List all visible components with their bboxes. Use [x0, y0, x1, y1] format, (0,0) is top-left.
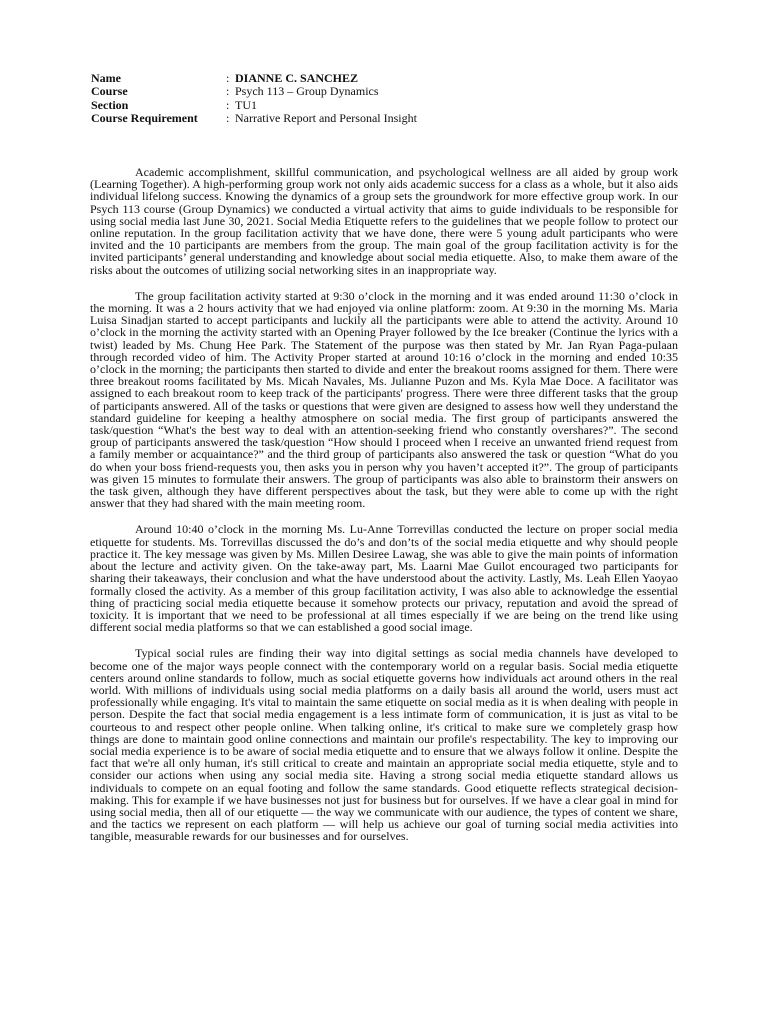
header-label: Section [91, 97, 129, 112]
header-row-name [91, 72, 691, 85]
paragraph-social-media-etiquette: Typical social rules are finding their way into digital settings as social media channels have developed to become one of the major ways people connect with the contemporary world on a regular basis. Social media etiquette centers around online standards to follow, much as social etiquette governs how individuals act around others in the real world. With millions of individuals using social media platforms on a daily basis all around the world, users must act professionally while engaging. It's vital to maintain the same etiquette on social media as it is when dealing with people in person. Despite the fact that social media engagement is a less intimate form of communication, it is just as vital to be courteous to and respect other people online. When talking online, it's critical to make sure we completely grasp how things are done to maintain good online connections and maintain our profile's respectability. The key to improving our social media experience is to be aware of social media etiquette and to ensure that we always follow it online. Despite the fact that we're all only human, it's still critical to create and maintain an appropriate social media etiquette, style and to consider our actions when using any social media site. Having a strong social media etiquette standard allows us individuals to compete on an equal footing and follow the same standards. Good etiquette reflects strategical decision-making. This for example if we have businesses not just for business but for ourselves. If we have a clear goal in mind for using social media, then all of our etiquette — the way we communicate with our audience, the types of content we share, and the tactics we represent on each platform — will help us achieve our goal of turning social media activities into tangible, measurable rewards for our businesses and for ourselves. [90, 646, 678, 844]
paragraph-activity-narrative: The group facilitation activity started at 9:30 o’clock in the morning and it was ended around 11:30 o’clock in the morning. It was a 2 hours activity that we had enjoyed via online platform: zoom. At 9:30 in the morning Ms. Maria Luisa Sinadjan started to accept participants and luckily all the participants were able to attend the activity. Around 10 o’clock in the morning the activity started with an Opening Prayer followed by the Ice breaker (Continue the lyrics with a twist) leaded by Ms. Chung Hee Park. The Statement of the purpose was then stated by Mr. Jan Ryan Paga-pulaan through recorded video of him. The Activity Proper started at around 10:16 o’clock in the morning and ended 10:35 o’clock in the morning; the participants then started to divide and enter the breakout rooms assigned for them. There were three breakout rooms facilitated by Ms. Micah Navales, Ms. Julianne Puzon and Ms. Kyla Mae Doce. A facilitator was assigned to each breakout room to keep track of the participants' progress. There were three different tasks that the group of participants answered. All of the tasks or questions that were given are designed to assess how well they understand the standard guideline for keeping a healthy atmosphere on social media. The first group of participants answered the task/question “What's the best way to deal with an attention-seeking friend who constantly overshares?”. The second group of participants answered the task/question “How should I proceed when I receive an unwanted friend request from a family member or acquaintance?” and the third group of participants also answered the task or question “What do you do when your boss friend-requests you, then asks you in person why you haven’t accepted it?”. The group of participants was given 15 minutes to formulate their answers. The group of participants was also able to brainstorm their answers on the task given, although they have different perspectives about the task, but they were able to come up with the right answer that they had shared with the main meeting room. [90, 288, 678, 511]
requirement-value: Narrative Report and Personal Insight [235, 110, 417, 125]
student-info-header [91, 72, 691, 125]
header-row-requirement [91, 112, 691, 125]
course-value: Psych 113 – Group Dynamics [235, 84, 379, 99]
header-row-course [91, 85, 691, 98]
student-name: DIANNE C. SANCHEZ [235, 71, 359, 85]
header-label: Course [91, 84, 128, 99]
header-separator: : [226, 110, 230, 125]
paragraph-lecture-and-insight: Around 10:40 o’clock in the morning Ms. Lu-Anne Torrevillas conducted the lecture on proper social media etiquette for students. Ms. Torrevillas discussed the do’s and don’ts of the social media etiquette and why should people practice it. The key message was given by Ms. Millen Desiree Lawag, she was able to give the main points of information about the lecture and activity given. On the take-away part, Ms. Laarni Mae Guilot encouraged two participants for sharing their takeaways, their conclusion and what the have understood about the activity. Lastly, Ms. Leah Ellen Yaoyao formally closed the activity. As a member of this group facilitation activity, I was also able to acknowledge the essential thing of practicing social media etiquette because it somehow protects our privacy, reputation and avoid the spread of toxicity. It is important that we need to be professional at all times especially if we are being on the trend like using different social media platforms so that we can established a good social image. [90, 522, 678, 635]
section-value: TU1 [235, 97, 257, 112]
report-body [90, 166, 678, 843]
header-row-section [91, 99, 691, 112]
header-label: Course Requirement [91, 110, 198, 125]
paragraph-introduction: Academic accomplishment, skillful communication, and psychological wellness are all aided by group work (Learning Together). A high-performing group work not only aids academic success for a class as a whole, but it also aids individual lifelong success. Knowing the dynamics of a group sets the groundwork for more effective group work. In our Psych 113 course (Group Dynamics) we conducted a virtual activity that aims to guide individuals to be responsible for using social media last June 30, 2021. Social Media Etiquette refers to the guidelines that we people follow to protect our online reputation. In the group facilitation activity that we have done, there were 5 young adult participants who were invited and the 10 participants are members from the group. The main goal of the group facilitation activity is for the invited participants’ general understanding and knowledge about social media etiquette. Also, to make them aware of the risks about the outcomes of utilizing social networking sites in an inappropriate way. [90, 165, 678, 277]
header-separator: : [226, 97, 230, 112]
header-label: Name [91, 71, 121, 85]
header-separator: : [226, 84, 230, 99]
header-separator: : [226, 71, 230, 85]
